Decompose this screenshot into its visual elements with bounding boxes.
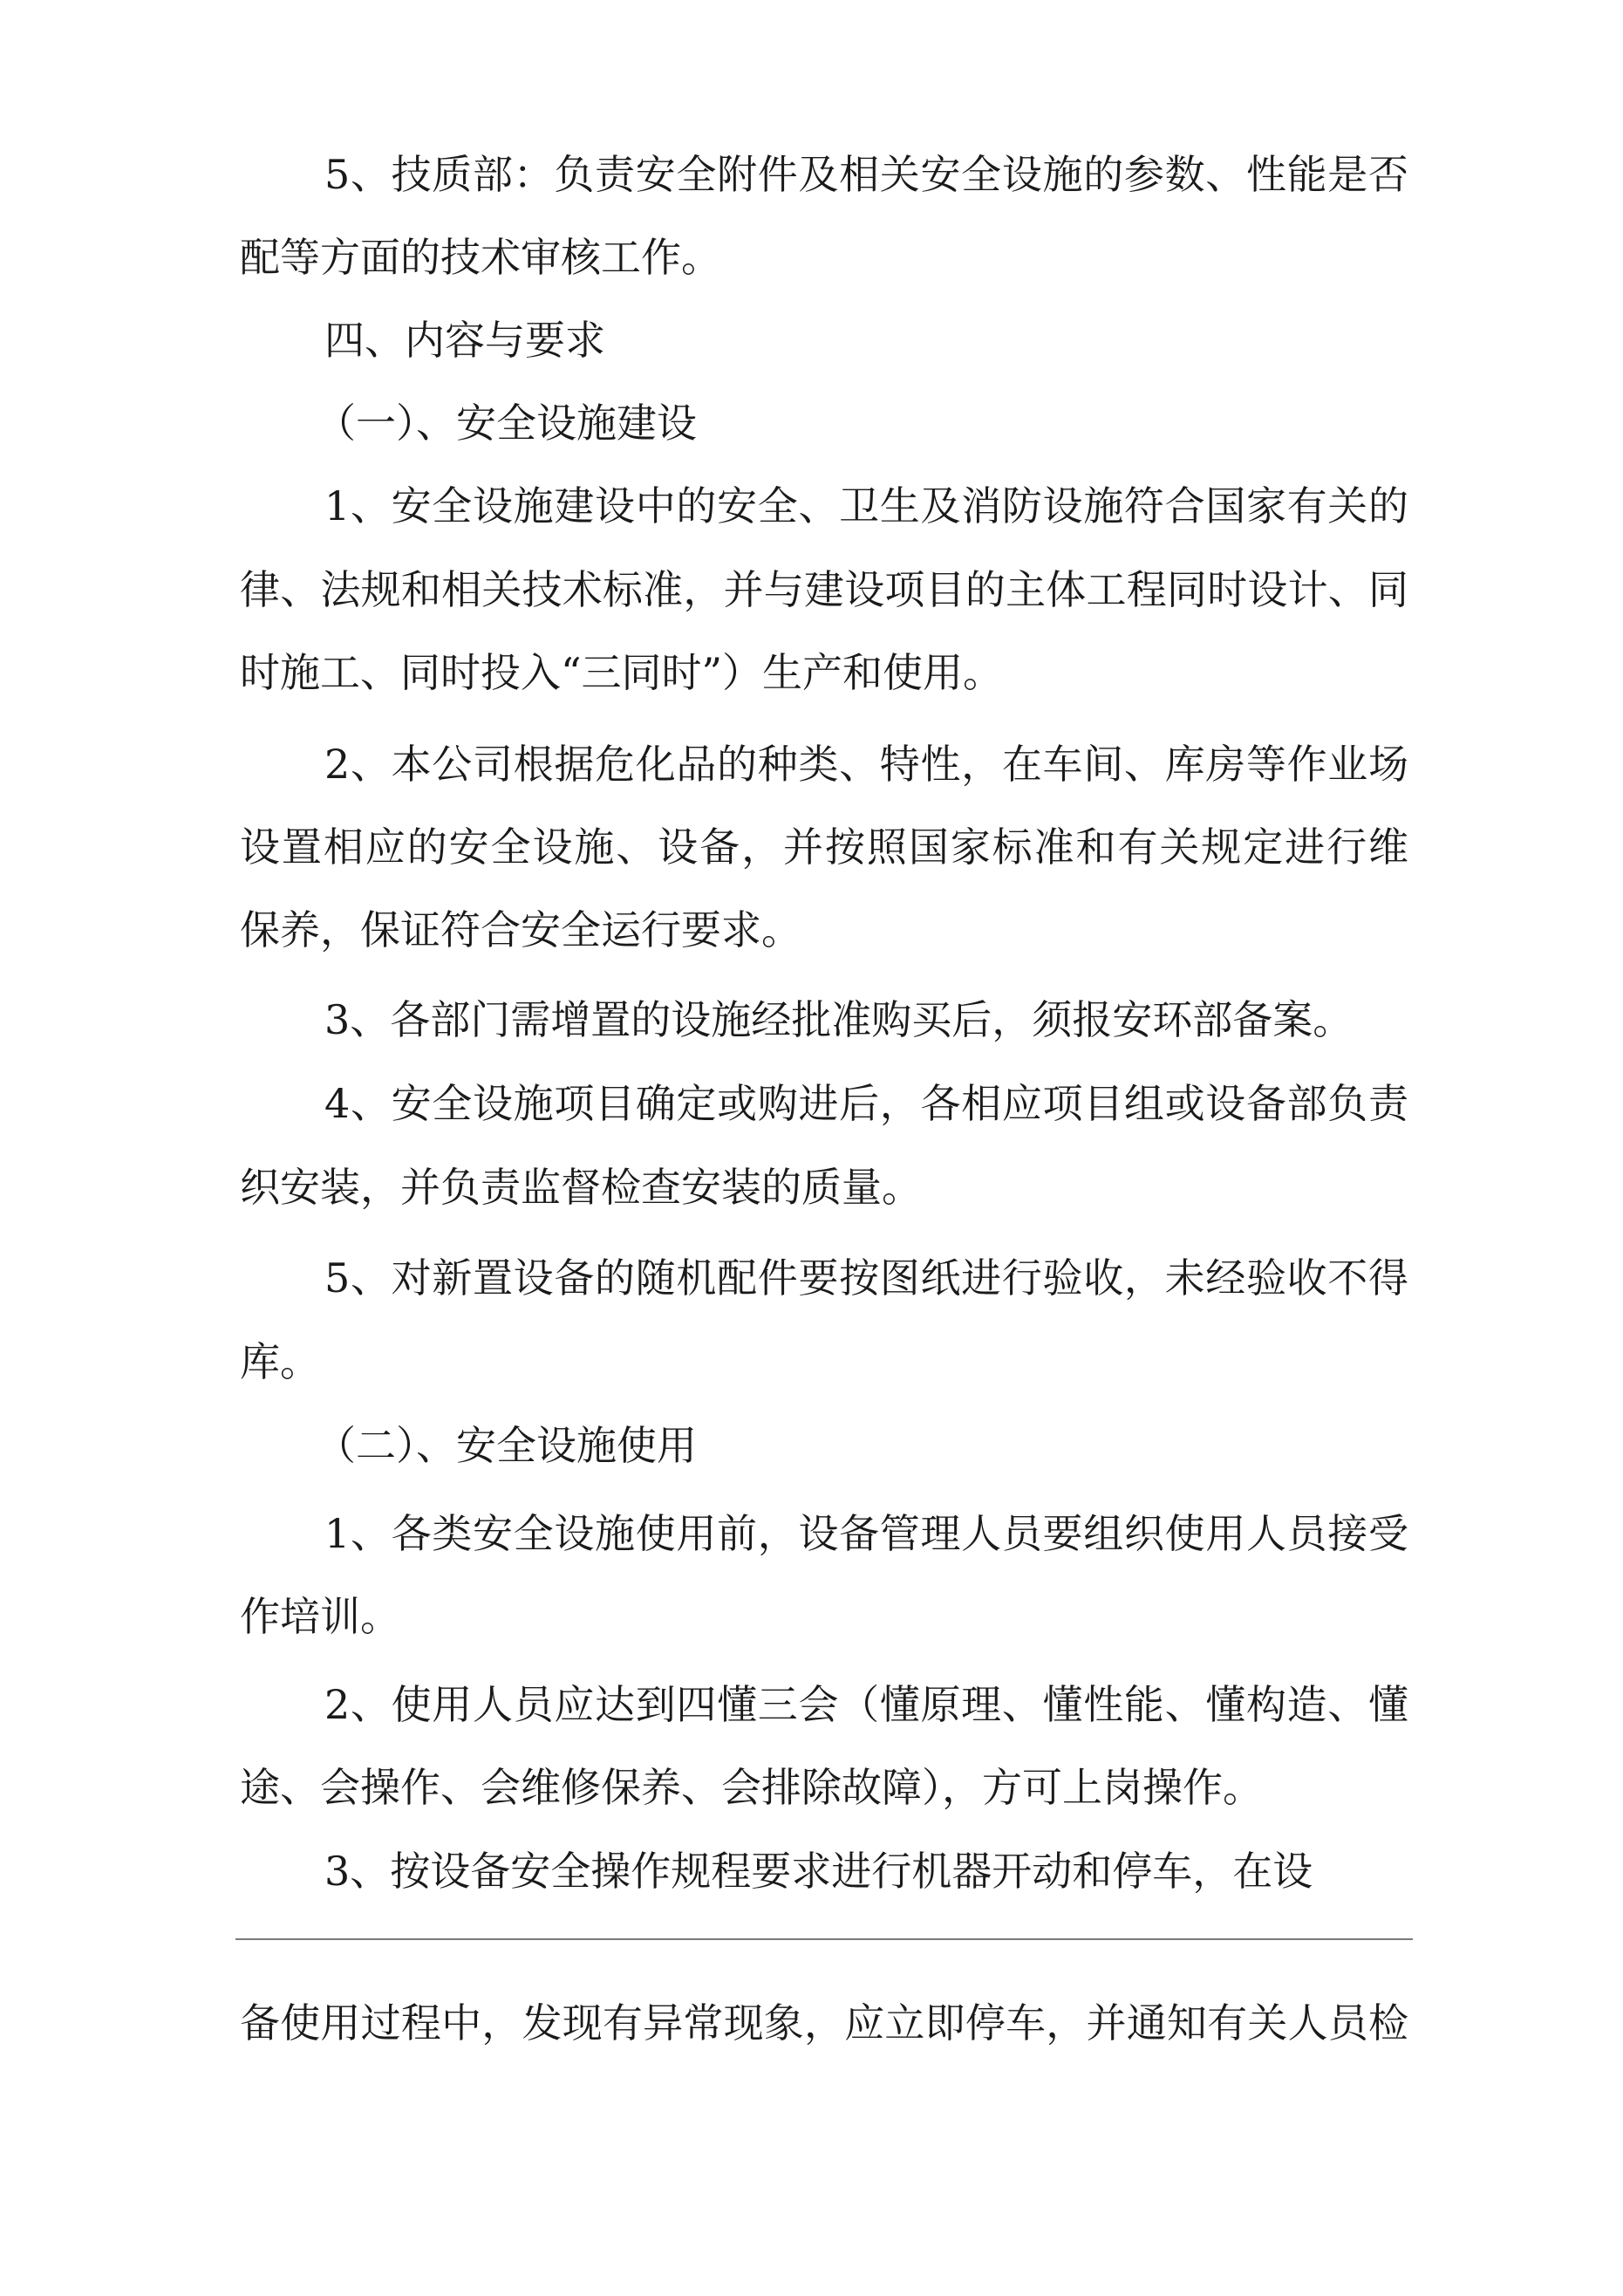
- subsection-heading: （二）、安全设施使用: [316, 1422, 697, 1469]
- paragraph-line: 织安装，并负责监督检查安装的质量。: [240, 1164, 922, 1211]
- paragraph-line: 3、按设备安全操作规程要求进行机器开动和停车，在设: [324, 1848, 1313, 1895]
- subsection-heading: （一）、安全设施建设: [316, 400, 697, 447]
- paragraph-line: 1、各类安全设施使用前，设备管理人员要组织使用人员接受: [324, 1510, 1408, 1557]
- paragraph-line: 库。: [240, 1338, 320, 1385]
- paragraph-line: 配等方面的技术审核工作。: [240, 234, 721, 281]
- paragraph-line: 作培训。: [240, 1593, 400, 1640]
- paragraph-line: 设置相应的安全设施、设备，并按照国家标准和有关规定进行维: [240, 823, 1408, 871]
- paragraph-line: 途、会操作、会维修保养、会排除故障），方可上岗操作。: [240, 1764, 1263, 1811]
- paragraph-line: 5、对新置设备的随机配件要按图纸进行验收，未经验收不得: [324, 1254, 1408, 1302]
- paragraph-line: 2、本公司根据危化品的种类、特性，在车间、库房等作业场: [324, 741, 1408, 788]
- paragraph-line: 备使用过程中，发现有异常现象，应立即停车，并通知有关人员检: [240, 1999, 1408, 2047]
- paragraph-line: 时施工、同时投入“三同时”）生产和使用。: [240, 649, 1004, 696]
- paragraph-line: 律、法规和相关技术标准，并与建设项目的主体工程同时设计、同: [240, 566, 1408, 613]
- paragraph-line: 保养，保证符合安全运行要求。: [240, 906, 801, 953]
- page-divider: [235, 1938, 1413, 1940]
- paragraph-line: 5、技质部：负责安全附件及相关安全设施的参数、性能是否: [324, 151, 1408, 198]
- paragraph-line: 1、安全设施建设中的安全、卫生及消防设施符合国家有关的: [324, 482, 1408, 530]
- paragraph-line: 3、各部门需增置的设施经批准购买后，须报安环部备案。: [324, 996, 1354, 1043]
- paragraph-line: 4、安全设施项目确定或购进后，各相应项目组或设备部负责: [324, 1080, 1408, 1127]
- section-heading: 四、内容与要求: [324, 317, 605, 364]
- paragraph-line: 2、使用人员应达到四懂三会（懂原理、懂性能、懂构造、懂: [324, 1681, 1408, 1728]
